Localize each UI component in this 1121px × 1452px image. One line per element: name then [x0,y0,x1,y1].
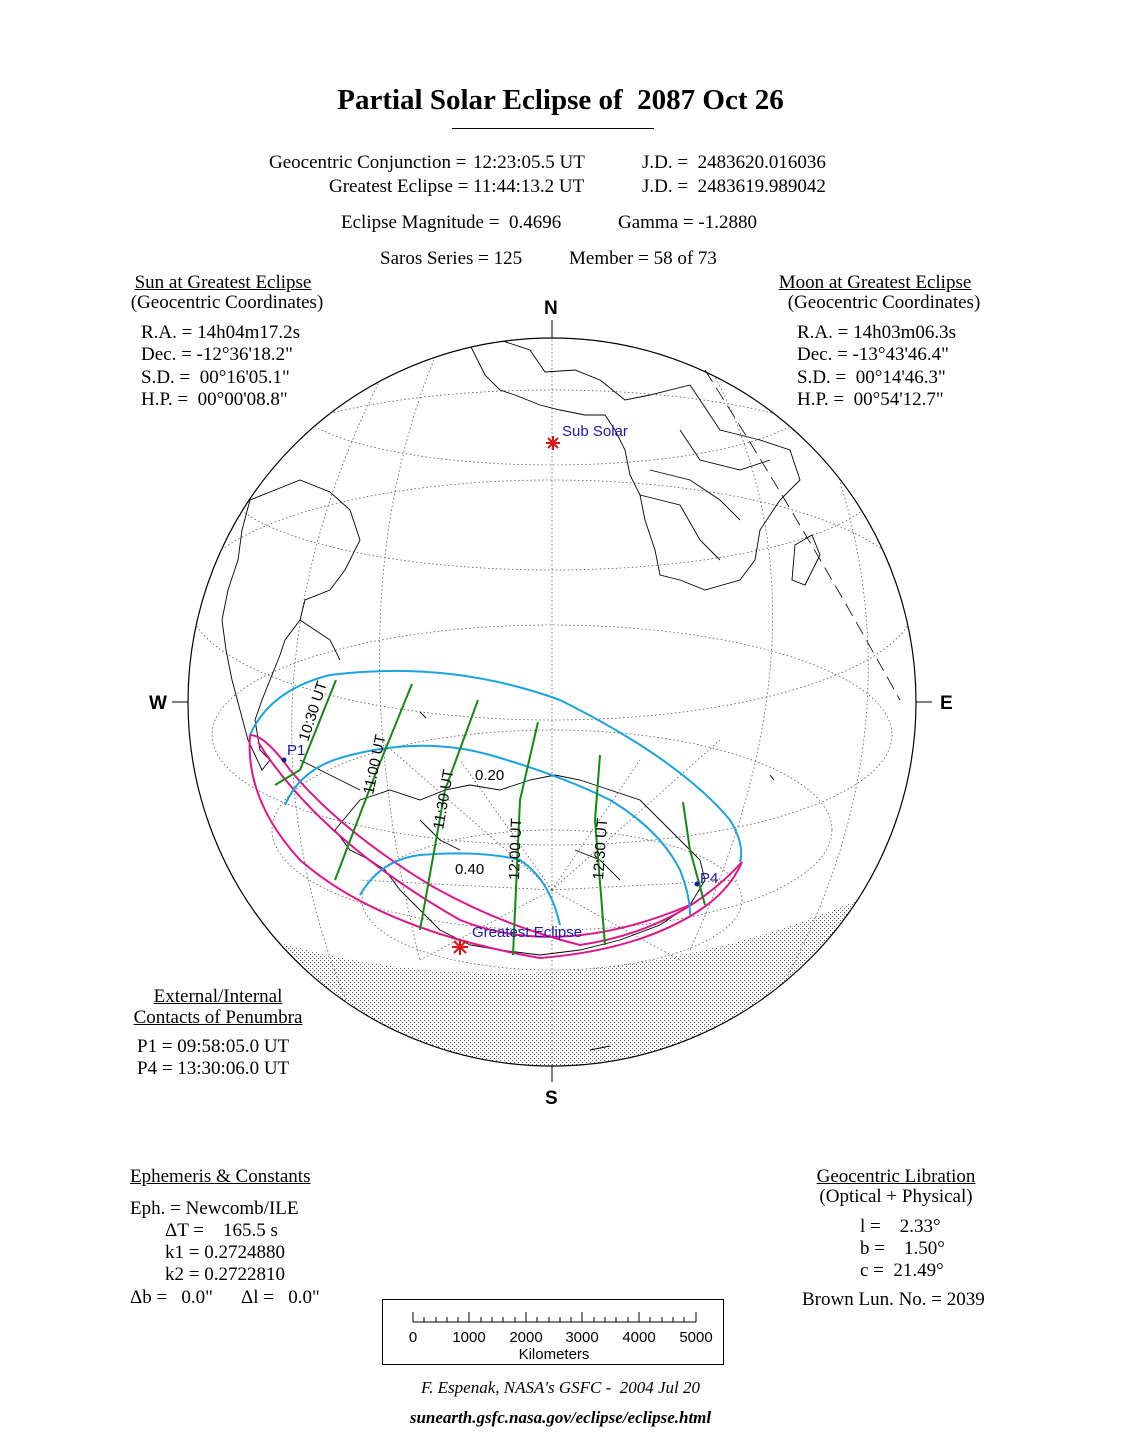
time-label-1230: 12:30 UT [590,817,612,881]
libration-c: c = 21.49° [860,1260,944,1281]
time-label-1100: 11:00 UT [360,733,390,796]
ephemeris-k2: k2 = 0.2722810 [165,1264,285,1285]
page-title: Partial Solar Eclipse of 2087 Oct 26 [337,84,784,116]
moon-heading: Moon at Greatest Eclipse [778,272,972,293]
sub-solar-marker [546,436,560,450]
greatest-eclipse-jd: J.D. = 2483619.989042 [642,176,826,197]
magnitude-label-040: 0.40 [455,861,485,878]
compass-east: E [940,693,953,714]
ephemeris-delta-b: Δb = 0.0" [130,1287,213,1308]
ephemeris-eph: Eph. = Newcomb/ILE [130,1198,299,1219]
contact-p4: P4 = 13:30:06.0 UT [137,1058,290,1079]
sun-heading: Sun at Greatest Eclipse [134,272,312,293]
greatest-eclipse-label: Greatest Eclipse [472,924,583,941]
scale-unit: Kilometers [518,1346,590,1363]
moon-dec: Dec. = -13°43'46.4" [797,344,949,365]
magnitude-label-020: 0.20 [475,767,505,784]
scale-tick-4000: 4000 [622,1329,656,1346]
sun-sd: S.D. = 00°16'05.1" [141,367,290,388]
greatest-eclipse-marker [452,939,468,955]
compass-south: S [545,1088,558,1109]
eclipse-magnitude: Eclipse Magnitude = 0.4696 [341,212,562,233]
ephemeris-k1: k1 = 0.2724880 [165,1242,285,1263]
conjunction-jd: J.D. = 2483620.016036 [642,152,826,173]
compass-north: N [544,298,558,319]
time-label-1200: 12:00 UT [506,817,526,881]
night-shading [186,760,920,1080]
scale-tick-3000: 3000 [565,1329,599,1346]
p4-label: P4 [700,870,719,887]
ephemeris-delta-t: ΔT = 165.5 s [165,1220,278,1241]
libration-b: b = 1.50° [860,1238,945,1259]
moon-sd: S.D. = 00°14'46.3" [797,367,946,388]
scale-ruler [383,1300,725,1366]
scale-tick-1000: 1000 [452,1329,486,1346]
scale-tick-5000: 5000 [679,1329,713,1346]
credit-author: F. Espenak, NASA's GSFC - 2004 Jul 20 [420,1378,701,1397]
moon-subheading: (Geocentric Coordinates) [787,292,981,313]
contacts-heading-1: External/Internal [153,986,283,1007]
conjunction-label: Geocentric Conjunction = [269,152,472,173]
scale-tick-0: 0 [408,1329,418,1346]
saros-member: Member = 58 of 73 [569,248,717,269]
contact-p1: P1 = 09:58:05.0 UT [137,1036,290,1057]
p1-label: P1 [287,742,306,759]
credit-url: sunearth.gsfc.nasa.gov/eclipse/eclipse.html [409,1408,712,1427]
conjunction-time: 12:23:05.5 UT [473,152,585,173]
greatest-eclipse-label: Greatest Eclipse = [329,176,474,197]
libration-subheading: (Optical + Physical) [819,1186,973,1207]
scale-tick-2000: 2000 [509,1329,543,1346]
moon-hp: H.P. = 00°54'12.7" [797,389,944,410]
saros-series: Saros Series = 125 [380,248,523,269]
sub-solar-label: Sub Solar [562,423,628,440]
scale-bar [382,1299,724,1365]
time-label-1130: 11:30 UT [430,768,458,831]
brown-lunation-number: Brown Lun. No. = 2039 [802,1289,985,1310]
ephemeris-delta-l: Δl = 0.0" [241,1287,320,1308]
greatest-eclipse-time: 11:44:13.2 UT [473,176,585,197]
p1-dot [282,758,287,763]
sun-dec: Dec. = -12°36'18.2" [141,344,293,365]
libration-l: l = 2.33° [860,1216,941,1237]
time-label-1030: 10:30 UT [295,679,331,744]
compass-west: W [149,693,167,714]
gamma-value: Gamma = -1.2880 [618,212,757,233]
sun-ra: R.A. = 14h04m17.2s [141,322,301,343]
moon-ra: R.A. = 14h03m06.3s [797,322,957,343]
sun-subheading: (Geocentric Coordinates) [130,292,324,313]
p4-dot [695,882,700,887]
sun-hp: H.P. = 00°00'08.8" [141,389,288,410]
terminator-line [705,370,900,700]
libration-heading: Geocentric Libration [816,1166,976,1187]
contacts-heading-2: Contacts of Penumbra [133,1007,303,1028]
ephemeris-heading: Ephemeris & Constants [130,1166,311,1187]
